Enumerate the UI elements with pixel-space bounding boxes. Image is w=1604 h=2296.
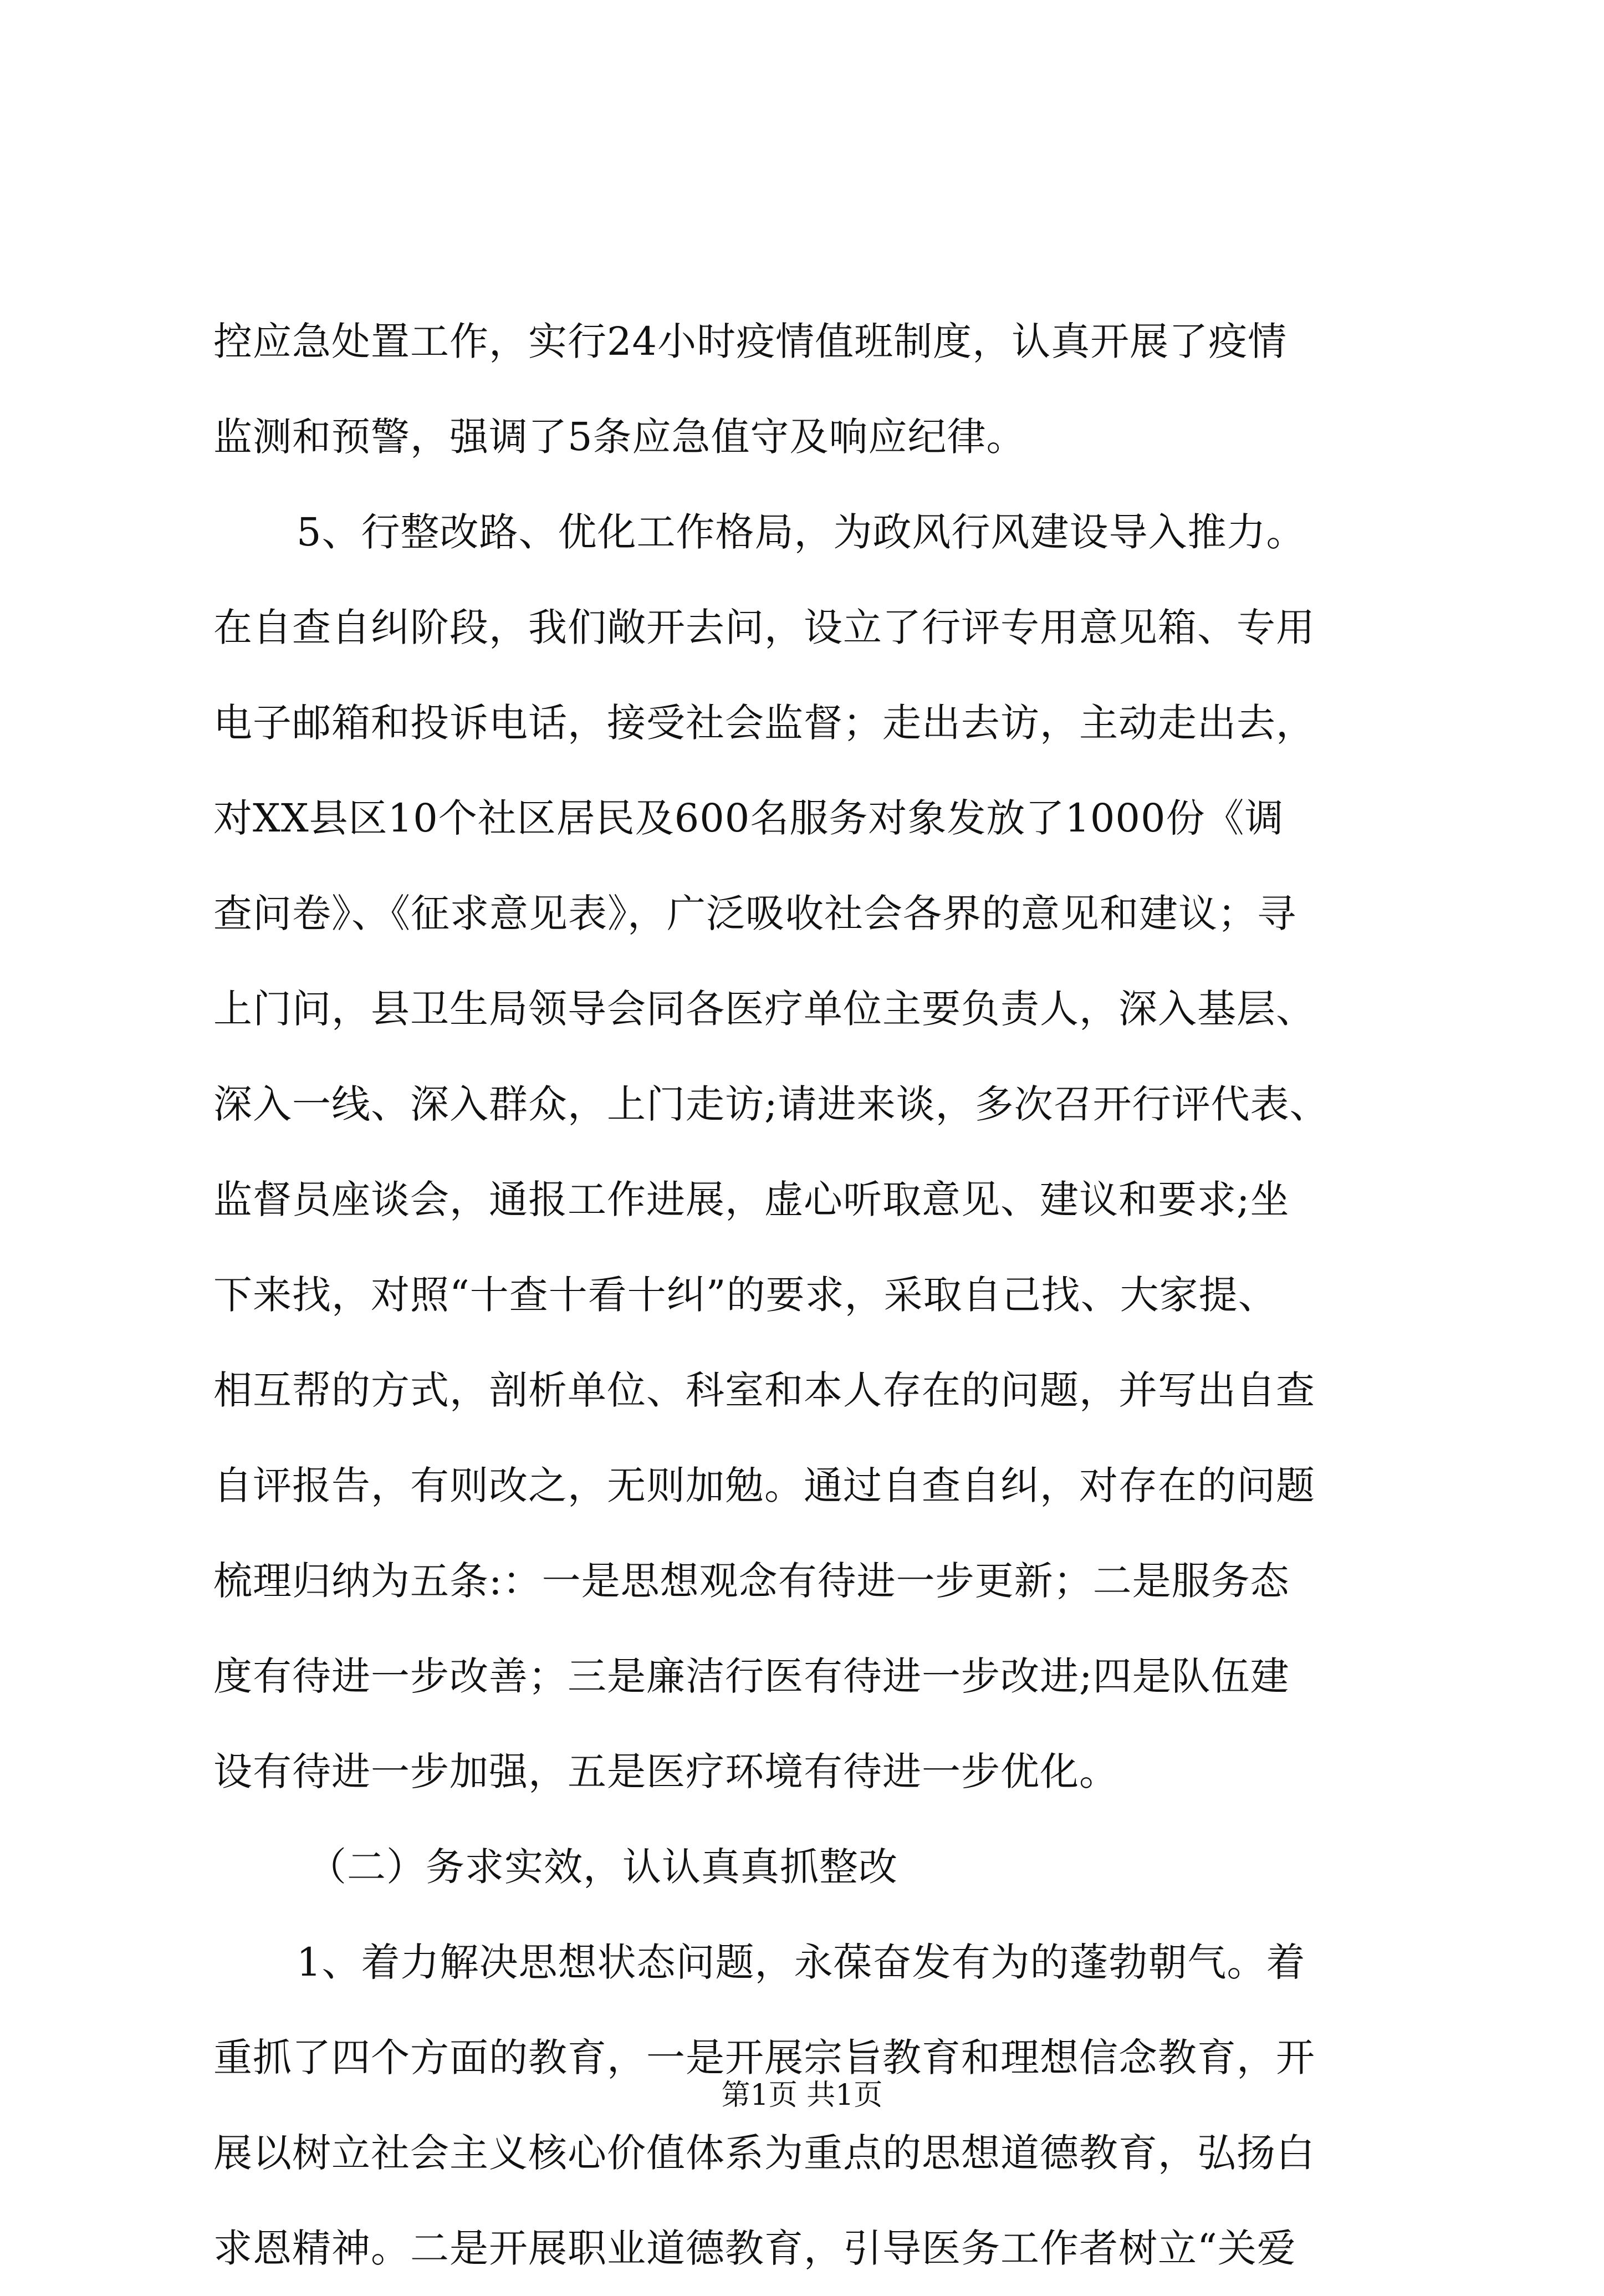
document-body: [213, 294, 1405, 2296]
text-line-21: 求恩精神。二是开展职业道德教育，引导医务工作者树立“关爱: [213, 2226, 1296, 2271]
text-line-13: 自评报告，有则改之，无则加勉。通过自查自纠，对存在的问题: [213, 1463, 1315, 1508]
text-line-20: 展以树立社会主义核心价值体系为重点的思想道德教育，弘扬白: [213, 2130, 1315, 2176]
section-heading: （二）务求实效，认认真真抓整改: [308, 1844, 898, 1890]
text-line-9: 深入一线、深入群众，上门走访;请进来谈，多次召开行评代表、: [213, 1081, 1329, 1127]
text-line-2: 监测和预警，强调了5条应急值守及响应纪律。: [213, 414, 1026, 460]
text-line-15: 度有待进一步改善；三是廉洁行医有待进一步改进;四是队伍建: [213, 1654, 1290, 1699]
text-line-5: 电子邮箱和投诉电话，接受社会监督；走出去访，主动走出去，: [213, 700, 1315, 746]
text-line-1: 控应急处置工作，实行24小时疫情值班制度，认真开展了疫情: [213, 319, 1288, 364]
text-line-18: 1、着力解决思想状态问题，永葆奋发有为的蓬勃朝气。着: [297, 1940, 1306, 1985]
text-line-14: 梳理归纳为五条:：一是思想观念有待进一步更新；二是服务态: [213, 1558, 1290, 1604]
page-footer: 第1页 共1页: [721, 2079, 883, 2112]
text-line-16: 设有待进一步加强，五是医疗环境有待进一步优化。: [213, 1749, 1118, 1794]
text-line-8: 上门问，县卫生局领导会同各医疗单位主要负责人，深入基层、: [213, 986, 1315, 1032]
text-line-10: 监督员座谈会，通报工作进展，虚心听取意见、建议和要求;坐: [213, 1177, 1290, 1222]
text-line-3: 5、行整改路、优化工作格局，为政风行风建设导入推力。: [297, 509, 1306, 555]
text-line-11: 下来找，对照“十查十看十纠”的要求，采取自己找、大家提、: [213, 1272, 1278, 1318]
text-line-12: 相互帮的方式，剖析单位、科室和本人存在的问题，并写出自查: [213, 1368, 1315, 1413]
text-line-6: 对XX县区10个社区居民及600名服务对象发放了1000份《调: [213, 795, 1284, 841]
text-line-7: 查问卷》、《征求意见表》，广泛吸收社会各界的意见和建议；寻: [213, 891, 1296, 936]
text-line-19: 重抓了四个方面的教育，一是开展宗旨教育和理想信念教育，开: [213, 2035, 1315, 2080]
text-line-4: 在自查自纠阶段，我们敞开去问，设立了行评专用意见箱、专用: [213, 605, 1315, 650]
